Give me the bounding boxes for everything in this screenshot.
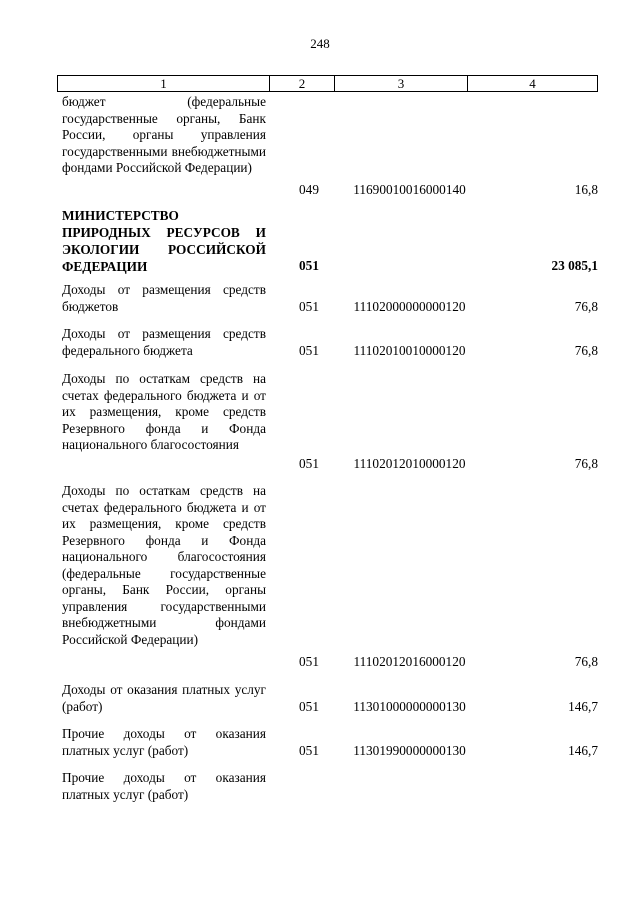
table-row [62, 483, 598, 671]
header-col-1: 1 [58, 76, 270, 91]
row-kbk: 11301990000000130 [353, 743, 466, 758]
table-row [62, 282, 598, 316]
row-code: 051 [299, 299, 319, 314]
row-name: бюджет (федеральные государственные органы, Банк России, органы управления государственными внебюджетными фондами Российской Федерации) [62, 94, 266, 175]
table-row [62, 770, 598, 804]
row-code: 051 [299, 743, 319, 758]
row-code: 051 [299, 456, 319, 471]
row-code: 049 [299, 182, 319, 197]
header-col-2: 2 [270, 76, 335, 91]
row-amount: 76,8 [574, 654, 598, 669]
row-name: МИНИСТЕРСТВО ПРИРОДНЫХ РЕСУРСОВ И ЭКОЛОГИИ РОССИЙСКОЙ ФЕДЕРАЦИИ [62, 208, 266, 274]
row-amount: 16,8 [574, 182, 598, 197]
row-name: Прочие доходы от оказания платных услуг (работ) [62, 770, 266, 802]
row-name: Доходы от размещения средств бюджетов [62, 282, 266, 314]
header-col-4: 4 [529, 76, 536, 91]
row-amount: 76,8 [574, 343, 598, 358]
table-row [62, 326, 598, 360]
row-amount: 146,7 [568, 699, 598, 714]
table-row [62, 726, 598, 760]
header-col-3: 3 [335, 76, 468, 91]
row-kbk: 11102012016000120 [353, 654, 466, 669]
row-name: Прочие доходы от оказания платных услуг (работ) [62, 726, 266, 758]
row-kbk: 11102010010000120 [353, 343, 466, 358]
row-code: 051 [299, 699, 319, 714]
row-name: Доходы по остаткам средств на счетах федерального бюджета и от их размещения, кроме средств Резервного фонда и Фонда национального благосостояния [62, 371, 266, 452]
row-name: Доходы от размещения средств федерального бюджета [62, 326, 266, 358]
row-code: 051 [299, 343, 319, 358]
row-amount: 76,8 [574, 299, 598, 314]
row-kbk: 11102012010000120 [353, 456, 466, 471]
table-row [62, 371, 598, 473]
row-amount: 23 085,1 [551, 258, 598, 273]
row-amount: 76,8 [574, 456, 598, 471]
table-row [62, 207, 598, 275]
row-amount: 146,7 [568, 743, 598, 758]
page-number: 248 [310, 36, 330, 51]
row-name: Доходы от оказания платных услуг (работ) [62, 682, 266, 714]
row-code: 051 [299, 258, 319, 273]
row-kbk: 11301000000000130 [353, 699, 466, 714]
row-kbk: 11690010016000140 [353, 182, 466, 197]
table-row [62, 94, 598, 202]
table-header [57, 75, 598, 92]
row-name: Доходы по остаткам средств на счетах федерального бюджета и от их размещения, кроме средств Резервного фонда и Фонда национального благосостояния (федеральные государственные органы, Банк России, органы управления государственными внебюджетными фондами Российской Федерации) [62, 483, 266, 647]
row-code: 051 [299, 654, 319, 669]
row-kbk: 11102000000000120 [353, 299, 466, 314]
table-row [62, 682, 598, 716]
